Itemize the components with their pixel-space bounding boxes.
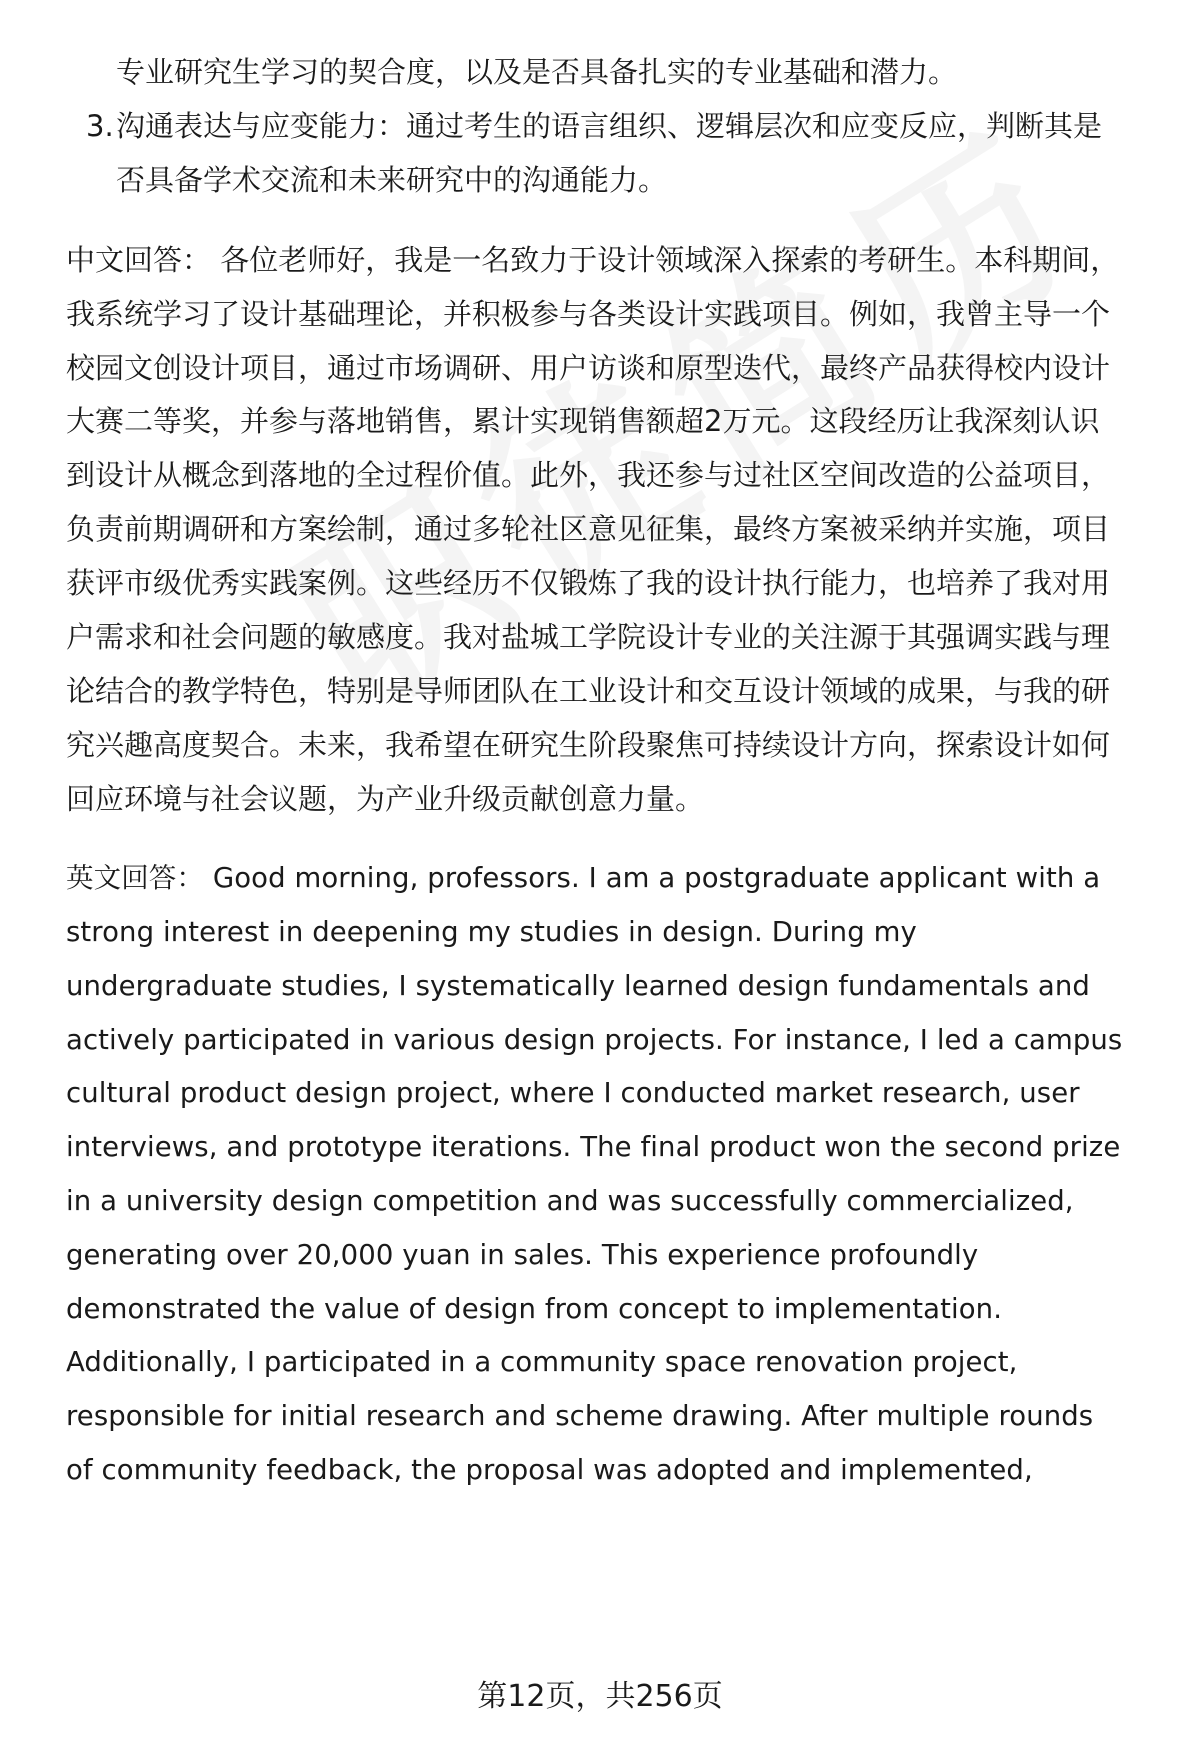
list-item-number: 3. [86,109,114,143]
english-answer-line: Additionally, I participated in a community space renovation project, [66,1346,1018,1378]
chinese-answer-line: 校园文创设计项目，通过市场调研、用户访谈和原型迭代，最终产品获得校内设计 [66,351,1111,385]
english-answer-line: in a university design competition and was successfully commercialized, [66,1185,1074,1217]
chinese-answer-line: 到设计从概念到落地的全过程价值。此外，我还参与过社区空间改造的公益项目， [66,458,1111,492]
english-answer-line: generating over 20,000 yuan in sales. This experience profoundly [66,1239,979,1271]
list-item-3-line: 沟通表达与应变能力：通过考生的语言组织、逻辑层次和应变反应，判断其是 [116,109,1103,143]
english-answer-line: strong interest in deepening my studies in design. During my [66,916,917,948]
english-answer-line: 英文回答： Good morning, professors. I am a postgraduate applicant with a [66,862,1101,894]
english-answer-line: of community feedback, the proposal was adopted and implemented, [66,1454,1033,1486]
chinese-answer-line: 回应环境与社会议题，为产业升级贡献创意力量。 [66,782,705,816]
list-item-3-line: 否具备学术交流和未来研究中的沟通能力。 [116,163,668,197]
english-answer-line: demonstrated the value of design from concept to implementation. [66,1293,1003,1325]
chinese-answer-line: 获评市级优秀实践案例。这些经历不仅锻炼了我的设计执行能力，也培养了我对用 [66,566,1111,600]
chinese-answer-line: 大赛二等奖，并参与落地销售，累计实现销售额超2万元。这段经历让我深刻认识 [66,404,1100,438]
chinese-answer-line: 究兴趣高度契合。未来，我希望在研究生阶段聚焦可持续设计方向，探索设计如何 [66,728,1111,762]
chinese-answer-line: 户需求和社会问题的敏感度。我对盐城工学院设计专业的关注源于其强调实践与理 [66,620,1111,654]
chinese-answer-line: 中文回答： 各位老师好，我是一名致力于设计领域深入探索的考研生。本科期间， [66,243,1120,277]
english-answer-line: responsible for initial research and scheme drawing. After multiple rounds [66,1400,1094,1432]
english-answer-line: interviews, and prototype iterations. The final product won the second prize [66,1131,1121,1163]
chinese-answer-line: 负责前期调研和方案绘制，通过多轮社区意见征集，最终方案被采纳并实施，项目 [66,512,1111,546]
page-number: 第12页，共256页 [477,1679,723,1714]
english-answer-line: cultural product design project, where I conducted market research, user [66,1077,1080,1109]
chinese-answer-line: 我系统学习了设计基础理论，并积极参与各类设计实践项目。例如，我曾主导一个 [66,297,1111,331]
chinese-answer-line: 论结合的教学特色，特别是导师团队在工业设计和交互设计领域的成果，与我的研 [66,674,1111,708]
english-answer-line: undergraduate studies, I systematically learned design fundamentals and [66,970,1090,1002]
english-answer-line: actively participated in various design projects. For instance, I led a campus [66,1024,1123,1056]
list-item-continuation: 专业研究生学习的契合度，以及是否具备扎实的专业基础和潜力。 [116,55,958,89]
